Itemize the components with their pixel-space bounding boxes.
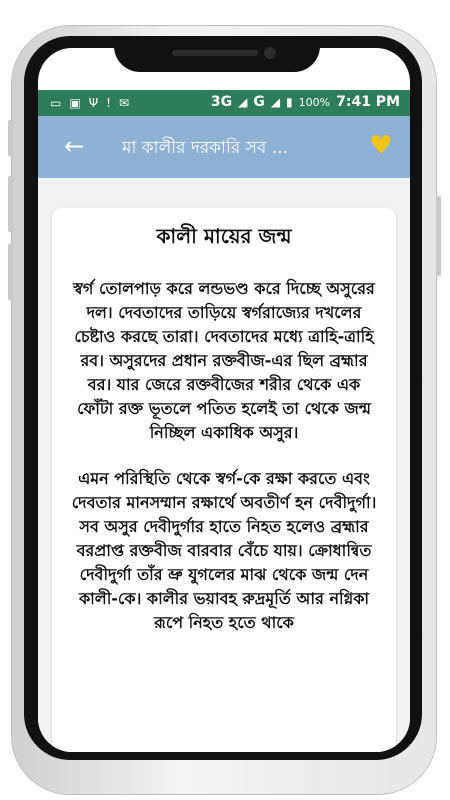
status-right — [211, 94, 400, 110]
battery-percent: 100% — [298, 95, 331, 109]
phone-screen — [38, 48, 410, 752]
clock: 7:41 PM — [336, 94, 400, 110]
back-arrow-icon[interactable]: ← — [63, 132, 85, 160]
app-bar — [38, 116, 410, 178]
signal-icon: ◢ — [238, 95, 248, 109]
network-type: 3G — [210, 94, 233, 110]
signal-label: G — [253, 94, 265, 110]
phone-notch — [114, 36, 320, 72]
app-bar-title: মা কালীর দরকারি সব ... — [122, 138, 288, 158]
earpiece-speaker — [172, 50, 258, 56]
alert-icon: ! — [106, 96, 111, 110]
article-title: কালী মায়ের জন্ম — [156, 224, 292, 248]
article-card — [52, 208, 396, 752]
side-key — [8, 244, 13, 300]
volume-down-button — [8, 176, 13, 232]
volume-up-button — [8, 120, 13, 156]
image-icon: ▣ — [69, 96, 81, 110]
message-icon: ▭ — [50, 96, 62, 110]
status-left-icons — [50, 95, 129, 111]
battery-icon: ▮ — [286, 95, 293, 109]
mail-icon: ✉ — [118, 96, 130, 110]
favorite-heart-icon[interactable]: ♥ — [369, 131, 393, 161]
status-bar — [38, 90, 410, 116]
usb-icon: Ψ — [88, 96, 99, 110]
content-area — [38, 178, 410, 752]
front-camera — [264, 47, 276, 59]
signal-icon-2: ◢ — [270, 95, 281, 109]
article-paragraph-1: স্বর্গ তোলপাড় করে লন্ডভণ্ড করে দিচ্ছে অসুরের দল। দেবতাদের তাড়িয়ে স্বর্গরাজ্যের দখলের চেষ্টাও করছে তারা। দেবতাদের মধ্যে ত্রাহি-ত্রাহি রব। অসুরদের প্রধান রক্তবীজ-এর ছিল ব্রহ্মার বর। যার জেরে রক্তবীজের শরীর থেকে এক ফোঁটা রক্ত ভূতলে পতিত হলেই তা থেকে জন্ম নিচ্ছিল একাধিক অসুর। — [73, 279, 375, 442]
article-paragraph-2: এমন পরিস্থিতি থেকে স্বর্গ-কে রক্ষা করতে এবং দেবতার মানসম্মান রক্ষার্থে অবতীর্ণ হন দেবীদুর্গা। সব অসুর দেবীদুর্গার হাতে নিহত হলেও ব্রহ্মার বরপ্রাপ্ত রক্তবীজ বারবার বেঁচে যায়। ক্রোধান্বিত দেবীদুর্গা তাঁর ভ্রু যুগলের মাঝ থেকে জন্ম দেন কালী-কে। কালীর ভয়াবহ রুদ্রমূর্তি আর নগ্নিকা রূপে নিহত হতে থাকে — [71, 469, 377, 632]
power-button — [436, 196, 441, 276]
